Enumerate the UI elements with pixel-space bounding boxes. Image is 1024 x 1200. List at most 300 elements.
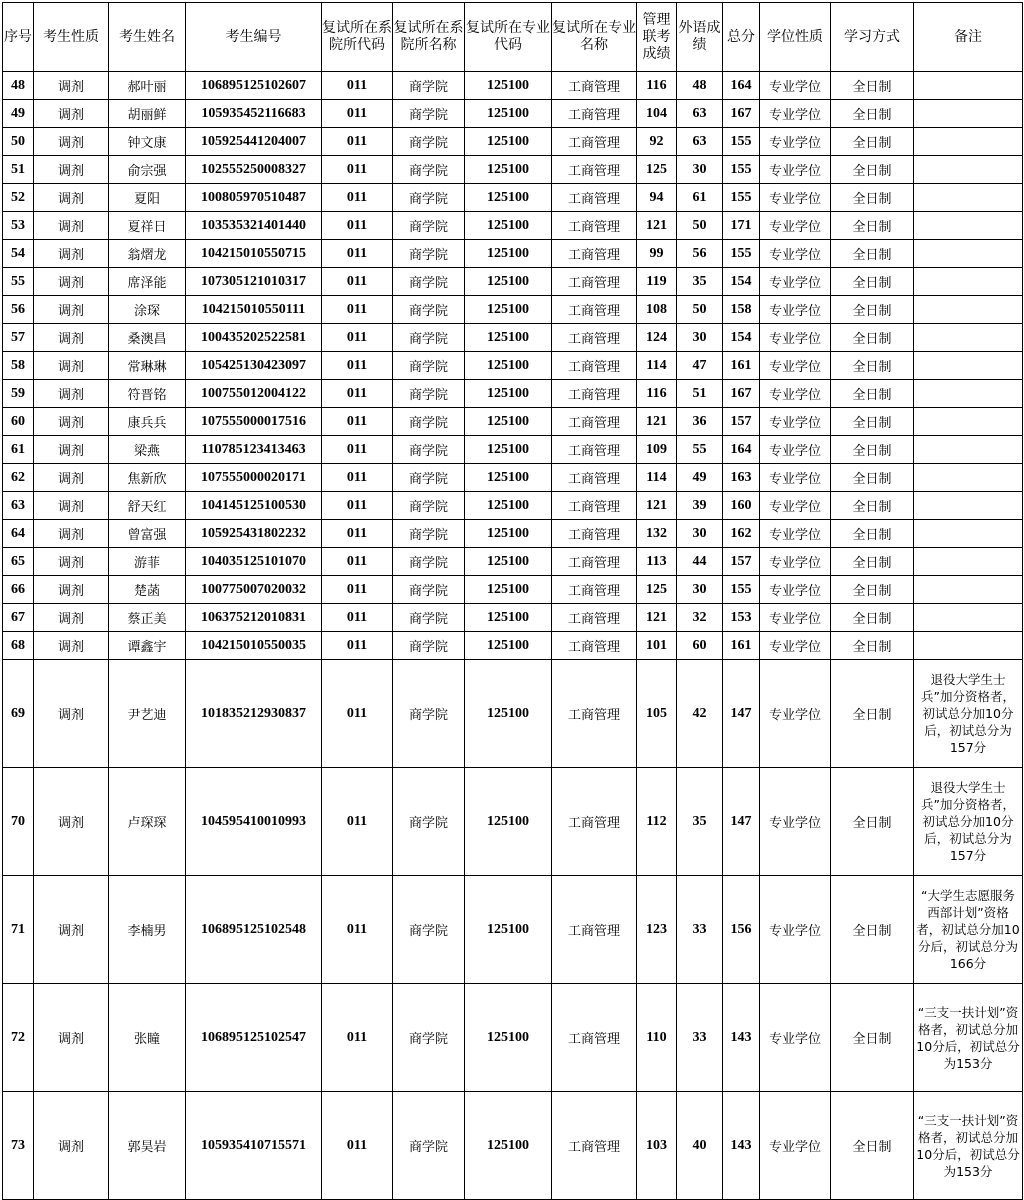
major-code-cell: 125100 xyxy=(465,156,552,184)
serial-number-cell: 65 xyxy=(3,548,34,576)
table-row xyxy=(3,380,1023,408)
foreign-language-score-cell: 36 xyxy=(677,408,723,436)
total-score-cell: 161 xyxy=(723,352,760,380)
degree-type-cell: 专业学位 xyxy=(760,520,831,548)
management-score-cell: 114 xyxy=(637,464,677,492)
candidate-type-cell: 调剂 xyxy=(34,268,109,296)
degree-type-cell: 专业学位 xyxy=(760,984,831,1092)
total-score-cell: 160 xyxy=(723,492,760,520)
total-score-cell: 164 xyxy=(723,436,760,464)
management-score-cell: 121 xyxy=(637,604,677,632)
management-score-cell: 112 xyxy=(637,768,677,876)
header-cell: 学位性质 xyxy=(760,3,831,72)
serial-number-cell: 51 xyxy=(3,156,34,184)
degree-type-cell: 专业学位 xyxy=(760,436,831,464)
remarks-cell xyxy=(914,352,1023,380)
table-body xyxy=(3,72,1023,1200)
serial-number-cell: 62 xyxy=(3,464,34,492)
candidate-type-cell: 调剂 xyxy=(34,464,109,492)
department-code-cell: 011 xyxy=(322,576,393,604)
candidate-id-cell: 106375212010831 xyxy=(186,604,322,632)
department-name-cell: 商学院 xyxy=(393,576,465,604)
remarks-cell: “大学生志愿服务西部计划”资格者，初试总分加10分后，初试总分为166分 xyxy=(914,876,1023,984)
major-name-cell: 工商管理 xyxy=(552,876,637,984)
serial-number-cell: 55 xyxy=(3,268,34,296)
department-name-cell: 商学院 xyxy=(393,492,465,520)
admission-list-table xyxy=(2,2,1023,1200)
table-row xyxy=(3,660,1023,768)
department-code-cell: 011 xyxy=(322,520,393,548)
department-code-cell: 011 xyxy=(322,876,393,984)
major-name-cell: 工商管理 xyxy=(552,576,637,604)
candidate-name-cell: 符晋铭 xyxy=(109,380,186,408)
major-code-cell: 125100 xyxy=(465,984,552,1092)
major-name-cell: 工商管理 xyxy=(552,296,637,324)
degree-type-cell: 专业学位 xyxy=(760,768,831,876)
degree-type-cell: 专业学位 xyxy=(760,1092,831,1200)
total-score-cell: 155 xyxy=(723,184,760,212)
header-cell: 复试所在系院所代码 xyxy=(322,3,393,72)
department-name-cell: 商学院 xyxy=(393,296,465,324)
management-score-cell: 116 xyxy=(637,72,677,100)
management-score-cell: 94 xyxy=(637,184,677,212)
department-name-cell: 商学院 xyxy=(393,268,465,296)
department-name-cell: 商学院 xyxy=(393,380,465,408)
total-score-cell: 157 xyxy=(723,548,760,576)
department-name-cell: 商学院 xyxy=(393,548,465,576)
management-score-cell: 123 xyxy=(637,876,677,984)
remarks-cell xyxy=(914,576,1023,604)
candidate-name-cell: 常琳琳 xyxy=(109,352,186,380)
remarks-cell xyxy=(914,436,1023,464)
candidate-type-cell: 调剂 xyxy=(34,72,109,100)
table-row xyxy=(3,768,1023,876)
management-score-cell: 114 xyxy=(637,352,677,380)
remarks-cell xyxy=(914,128,1023,156)
department-code-cell: 011 xyxy=(322,212,393,240)
department-name-cell: 商学院 xyxy=(393,128,465,156)
serial-number-cell: 52 xyxy=(3,184,34,212)
foreign-language-score-cell: 56 xyxy=(677,240,723,268)
candidate-name-cell: 康兵兵 xyxy=(109,408,186,436)
table-row xyxy=(3,632,1023,660)
department-code-cell: 011 xyxy=(322,72,393,100)
candidate-id-cell: 107555000017516 xyxy=(186,408,322,436)
major-code-cell: 125100 xyxy=(465,128,552,156)
department-code-cell: 011 xyxy=(322,436,393,464)
major-name-cell: 工商管理 xyxy=(552,408,637,436)
department-code-cell: 011 xyxy=(322,464,393,492)
remarks-cell xyxy=(914,184,1023,212)
department-code-cell: 011 xyxy=(322,100,393,128)
serial-number-cell: 49 xyxy=(3,100,34,128)
remarks-cell xyxy=(914,464,1023,492)
candidate-type-cell: 调剂 xyxy=(34,352,109,380)
serial-number-cell: 53 xyxy=(3,212,34,240)
department-name-cell: 商学院 xyxy=(393,520,465,548)
department-code-cell: 011 xyxy=(322,324,393,352)
study-mode-cell: 全日制 xyxy=(831,576,914,604)
degree-type-cell: 专业学位 xyxy=(760,268,831,296)
department-name-cell: 商学院 xyxy=(393,240,465,268)
department-name-cell: 商学院 xyxy=(393,984,465,1092)
foreign-language-score-cell: 30 xyxy=(677,520,723,548)
department-name-cell: 商学院 xyxy=(393,604,465,632)
candidate-type-cell: 调剂 xyxy=(34,408,109,436)
foreign-language-score-cell: 40 xyxy=(677,1092,723,1200)
candidate-name-cell: 尹艺迪 xyxy=(109,660,186,768)
degree-type-cell: 专业学位 xyxy=(760,296,831,324)
major-name-cell: 工商管理 xyxy=(552,464,637,492)
candidate-type-cell: 调剂 xyxy=(34,632,109,660)
serial-number-cell: 56 xyxy=(3,296,34,324)
degree-type-cell: 专业学位 xyxy=(760,576,831,604)
study-mode-cell: 全日制 xyxy=(831,408,914,436)
department-name-cell: 商学院 xyxy=(393,156,465,184)
candidate-name-cell: 李楠男 xyxy=(109,876,186,984)
candidate-type-cell: 调剂 xyxy=(34,212,109,240)
candidate-type-cell: 调剂 xyxy=(34,984,109,1092)
candidate-id-cell: 107555000020171 xyxy=(186,464,322,492)
candidate-id-cell: 100435202522581 xyxy=(186,324,322,352)
department-code-cell: 011 xyxy=(322,128,393,156)
major-name-cell: 工商管理 xyxy=(552,632,637,660)
department-code-cell: 011 xyxy=(322,768,393,876)
total-score-cell: 158 xyxy=(723,296,760,324)
table-row xyxy=(3,604,1023,632)
department-name-cell: 商学院 xyxy=(393,184,465,212)
candidate-id-cell: 104595410010993 xyxy=(186,768,322,876)
candidate-id-cell: 106895125102547 xyxy=(186,984,322,1092)
department-code-cell: 011 xyxy=(322,240,393,268)
candidate-name-cell: 卢琛琛 xyxy=(109,768,186,876)
candidate-name-cell: 焦新欣 xyxy=(109,464,186,492)
table-row xyxy=(3,156,1023,184)
candidate-type-cell: 调剂 xyxy=(34,436,109,464)
major-name-cell: 工商管理 xyxy=(552,660,637,768)
major-code-cell: 125100 xyxy=(465,436,552,464)
header-row xyxy=(3,3,1023,72)
major-code-cell: 125100 xyxy=(465,604,552,632)
study-mode-cell: 全日制 xyxy=(831,1092,914,1200)
department-name-cell: 商学院 xyxy=(393,436,465,464)
degree-type-cell: 专业学位 xyxy=(760,876,831,984)
department-name-cell: 商学院 xyxy=(393,324,465,352)
candidate-name-cell: 蔡正美 xyxy=(109,604,186,632)
foreign-language-score-cell: 47 xyxy=(677,352,723,380)
header-cell: 备注 xyxy=(914,3,1023,72)
degree-type-cell: 专业学位 xyxy=(760,324,831,352)
total-score-cell: 163 xyxy=(723,464,760,492)
remarks-cell xyxy=(914,268,1023,296)
foreign-language-score-cell: 50 xyxy=(677,296,723,324)
major-name-cell: 工商管理 xyxy=(552,604,637,632)
header-cell: 学习方式 xyxy=(831,3,914,72)
major-name-cell: 工商管理 xyxy=(552,324,637,352)
study-mode-cell: 全日制 xyxy=(831,492,914,520)
table-row xyxy=(3,492,1023,520)
serial-number-cell: 63 xyxy=(3,492,34,520)
candidate-id-cell: 104215010550035 xyxy=(186,632,322,660)
study-mode-cell: 全日制 xyxy=(831,324,914,352)
department-code-cell: 011 xyxy=(322,352,393,380)
serial-number-cell: 57 xyxy=(3,324,34,352)
study-mode-cell: 全日制 xyxy=(831,604,914,632)
candidate-name-cell: 舒天红 xyxy=(109,492,186,520)
candidate-id-cell: 104215010550715 xyxy=(186,240,322,268)
total-score-cell: 156 xyxy=(723,876,760,984)
remarks-cell xyxy=(914,72,1023,100)
major-code-cell: 125100 xyxy=(465,464,552,492)
foreign-language-score-cell: 50 xyxy=(677,212,723,240)
total-score-cell: 171 xyxy=(723,212,760,240)
candidate-type-cell: 调剂 xyxy=(34,1092,109,1200)
major-code-cell: 125100 xyxy=(465,520,552,548)
total-score-cell: 154 xyxy=(723,268,760,296)
major-code-cell: 125100 xyxy=(465,408,552,436)
major-name-cell: 工商管理 xyxy=(552,548,637,576)
remarks-cell: “三支一扶计划”资格者，初试总分加10分后，初试总分为153分 xyxy=(914,1092,1023,1200)
candidate-id-cell: 104215010550111 xyxy=(186,296,322,324)
candidate-type-cell: 调剂 xyxy=(34,100,109,128)
serial-number-cell: 59 xyxy=(3,380,34,408)
management-score-cell: 92 xyxy=(637,128,677,156)
degree-type-cell: 专业学位 xyxy=(760,548,831,576)
candidate-id-cell: 107305121010317 xyxy=(186,268,322,296)
study-mode-cell: 全日制 xyxy=(831,520,914,548)
table-row xyxy=(3,436,1023,464)
candidate-type-cell: 调剂 xyxy=(34,576,109,604)
total-score-cell: 143 xyxy=(723,1092,760,1200)
remarks-cell xyxy=(914,548,1023,576)
candidate-id-cell: 105925441204007 xyxy=(186,128,322,156)
major-code-cell: 125100 xyxy=(465,660,552,768)
candidate-name-cell: 张瞳 xyxy=(109,984,186,1092)
department-code-cell: 011 xyxy=(322,380,393,408)
study-mode-cell: 全日制 xyxy=(831,128,914,156)
study-mode-cell: 全日制 xyxy=(831,240,914,268)
study-mode-cell: 全日制 xyxy=(831,632,914,660)
serial-number-cell: 69 xyxy=(3,660,34,768)
management-score-cell: 116 xyxy=(637,380,677,408)
candidate-type-cell: 调剂 xyxy=(34,876,109,984)
major-name-cell: 工商管理 xyxy=(552,240,637,268)
department-name-cell: 商学院 xyxy=(393,660,465,768)
remarks-cell xyxy=(914,156,1023,184)
candidate-id-cell: 105425130423097 xyxy=(186,352,322,380)
candidate-name-cell: 钟文康 xyxy=(109,128,186,156)
serial-number-cell: 73 xyxy=(3,1092,34,1200)
candidate-name-cell: 楚菡 xyxy=(109,576,186,604)
major-code-cell: 125100 xyxy=(465,1092,552,1200)
study-mode-cell: 全日制 xyxy=(831,984,914,1092)
candidate-type-cell: 调剂 xyxy=(34,240,109,268)
degree-type-cell: 专业学位 xyxy=(760,240,831,268)
management-score-cell: 121 xyxy=(637,212,677,240)
remarks-cell: 退役大学生士兵”加分资格者，初试总分加10分后，初试总分为157分 xyxy=(914,660,1023,768)
degree-type-cell: 专业学位 xyxy=(760,100,831,128)
serial-number-cell: 72 xyxy=(3,984,34,1092)
remarks-cell xyxy=(914,100,1023,128)
candidate-id-cell: 104035125101070 xyxy=(186,548,322,576)
management-score-cell: 108 xyxy=(637,296,677,324)
table-row xyxy=(3,548,1023,576)
degree-type-cell: 专业学位 xyxy=(760,632,831,660)
table-row xyxy=(3,352,1023,380)
foreign-language-score-cell: 55 xyxy=(677,436,723,464)
table-row xyxy=(3,240,1023,268)
major-name-cell: 工商管理 xyxy=(552,984,637,1092)
major-code-cell: 125100 xyxy=(465,380,552,408)
candidate-type-cell: 调剂 xyxy=(34,768,109,876)
foreign-language-score-cell: 30 xyxy=(677,576,723,604)
major-code-cell: 125100 xyxy=(465,352,552,380)
degree-type-cell: 专业学位 xyxy=(760,408,831,436)
major-name-cell: 工商管理 xyxy=(552,72,637,100)
major-code-cell: 125100 xyxy=(465,240,552,268)
table-row xyxy=(3,100,1023,128)
major-code-cell: 125100 xyxy=(465,100,552,128)
department-name-cell: 商学院 xyxy=(393,100,465,128)
foreign-language-score-cell: 32 xyxy=(677,604,723,632)
candidate-name-cell: 胡丽鲜 xyxy=(109,100,186,128)
management-score-cell: 121 xyxy=(637,408,677,436)
management-score-cell: 103 xyxy=(637,1092,677,1200)
serial-number-cell: 64 xyxy=(3,520,34,548)
department-code-cell: 011 xyxy=(322,492,393,520)
major-code-cell: 125100 xyxy=(465,324,552,352)
department-code-cell: 011 xyxy=(322,1092,393,1200)
serial-number-cell: 70 xyxy=(3,768,34,876)
table-row xyxy=(3,184,1023,212)
serial-number-cell: 54 xyxy=(3,240,34,268)
header-cell: 考生性质 xyxy=(34,3,109,72)
foreign-language-score-cell: 60 xyxy=(677,632,723,660)
candidate-id-cell: 106895125102607 xyxy=(186,72,322,100)
table-row xyxy=(3,408,1023,436)
remarks-cell xyxy=(914,604,1023,632)
major-name-cell: 工商管理 xyxy=(552,492,637,520)
major-name-cell: 工商管理 xyxy=(552,768,637,876)
degree-type-cell: 专业学位 xyxy=(760,212,831,240)
department-code-cell: 011 xyxy=(322,268,393,296)
candidate-id-cell: 106895125102548 xyxy=(186,876,322,984)
candidate-name-cell: 曾富强 xyxy=(109,520,186,548)
total-score-cell: 155 xyxy=(723,240,760,268)
study-mode-cell: 全日制 xyxy=(831,184,914,212)
candidate-id-cell: 103535321401440 xyxy=(186,212,322,240)
candidate-name-cell: 涂琛 xyxy=(109,296,186,324)
candidate-id-cell: 101835212930837 xyxy=(186,660,322,768)
table-row xyxy=(3,984,1023,1092)
total-score-cell: 161 xyxy=(723,632,760,660)
candidate-type-cell: 调剂 xyxy=(34,520,109,548)
major-code-cell: 125100 xyxy=(465,768,552,876)
remarks-cell xyxy=(914,324,1023,352)
total-score-cell: 147 xyxy=(723,768,760,876)
study-mode-cell: 全日制 xyxy=(831,876,914,984)
foreign-language-score-cell: 33 xyxy=(677,984,723,1092)
candidate-type-cell: 调剂 xyxy=(34,548,109,576)
candidate-name-cell: 桑澳昌 xyxy=(109,324,186,352)
remarks-cell xyxy=(914,632,1023,660)
department-code-cell: 011 xyxy=(322,296,393,324)
foreign-language-score-cell: 48 xyxy=(677,72,723,100)
management-score-cell: 121 xyxy=(637,492,677,520)
study-mode-cell: 全日制 xyxy=(831,352,914,380)
candidate-name-cell: 谭鑫宇 xyxy=(109,632,186,660)
major-code-cell: 125100 xyxy=(465,184,552,212)
candidate-name-cell: 梁燕 xyxy=(109,436,186,464)
major-name-cell: 工商管理 xyxy=(552,436,637,464)
major-name-cell: 工商管理 xyxy=(552,1092,637,1200)
total-score-cell: 155 xyxy=(723,128,760,156)
foreign-language-score-cell: 33 xyxy=(677,876,723,984)
candidate-id-cell: 104145125100530 xyxy=(186,492,322,520)
foreign-language-score-cell: 44 xyxy=(677,548,723,576)
department-code-cell: 011 xyxy=(322,408,393,436)
candidate-name-cell: 郝叶丽 xyxy=(109,72,186,100)
header-cell: 管理联考成绩 xyxy=(637,3,677,72)
department-name-cell: 商学院 xyxy=(393,408,465,436)
management-score-cell: 132 xyxy=(637,520,677,548)
study-mode-cell: 全日制 xyxy=(831,464,914,492)
degree-type-cell: 专业学位 xyxy=(760,492,831,520)
degree-type-cell: 专业学位 xyxy=(760,604,831,632)
total-score-cell: 157 xyxy=(723,408,760,436)
total-score-cell: 153 xyxy=(723,604,760,632)
candidate-name-cell: 俞宗强 xyxy=(109,156,186,184)
candidate-name-cell: 郭昊岩 xyxy=(109,1092,186,1200)
study-mode-cell: 全日制 xyxy=(831,156,914,184)
study-mode-cell: 全日制 xyxy=(831,768,914,876)
foreign-language-score-cell: 49 xyxy=(677,464,723,492)
department-name-cell: 商学院 xyxy=(393,464,465,492)
foreign-language-score-cell: 61 xyxy=(677,184,723,212)
remarks-cell xyxy=(914,240,1023,268)
major-code-cell: 125100 xyxy=(465,548,552,576)
candidate-name-cell: 翁熠龙 xyxy=(109,240,186,268)
total-score-cell: 164 xyxy=(723,72,760,100)
candidate-id-cell: 105935410715571 xyxy=(186,1092,322,1200)
candidate-type-cell: 调剂 xyxy=(34,156,109,184)
candidate-id-cell: 100755012004122 xyxy=(186,380,322,408)
management-score-cell: 119 xyxy=(637,268,677,296)
department-code-cell: 011 xyxy=(322,184,393,212)
study-mode-cell: 全日制 xyxy=(831,212,914,240)
management-score-cell: 110 xyxy=(637,984,677,1092)
degree-type-cell: 专业学位 xyxy=(760,184,831,212)
candidate-id-cell: 100775007020032 xyxy=(186,576,322,604)
major-code-cell: 125100 xyxy=(465,632,552,660)
header-cell: 总分 xyxy=(723,3,760,72)
candidate-type-cell: 调剂 xyxy=(34,660,109,768)
major-code-cell: 125100 xyxy=(465,576,552,604)
study-mode-cell: 全日制 xyxy=(831,380,914,408)
management-score-cell: 104 xyxy=(637,100,677,128)
major-name-cell: 工商管理 xyxy=(552,184,637,212)
foreign-language-score-cell: 63 xyxy=(677,128,723,156)
total-score-cell: 167 xyxy=(723,100,760,128)
header-cell: 外语成绩 xyxy=(677,3,723,72)
major-name-cell: 工商管理 xyxy=(552,520,637,548)
total-score-cell: 155 xyxy=(723,576,760,604)
management-score-cell: 99 xyxy=(637,240,677,268)
remarks-cell xyxy=(914,408,1023,436)
department-name-cell: 商学院 xyxy=(393,72,465,100)
degree-type-cell: 专业学位 xyxy=(760,128,831,156)
serial-number-cell: 60 xyxy=(3,408,34,436)
